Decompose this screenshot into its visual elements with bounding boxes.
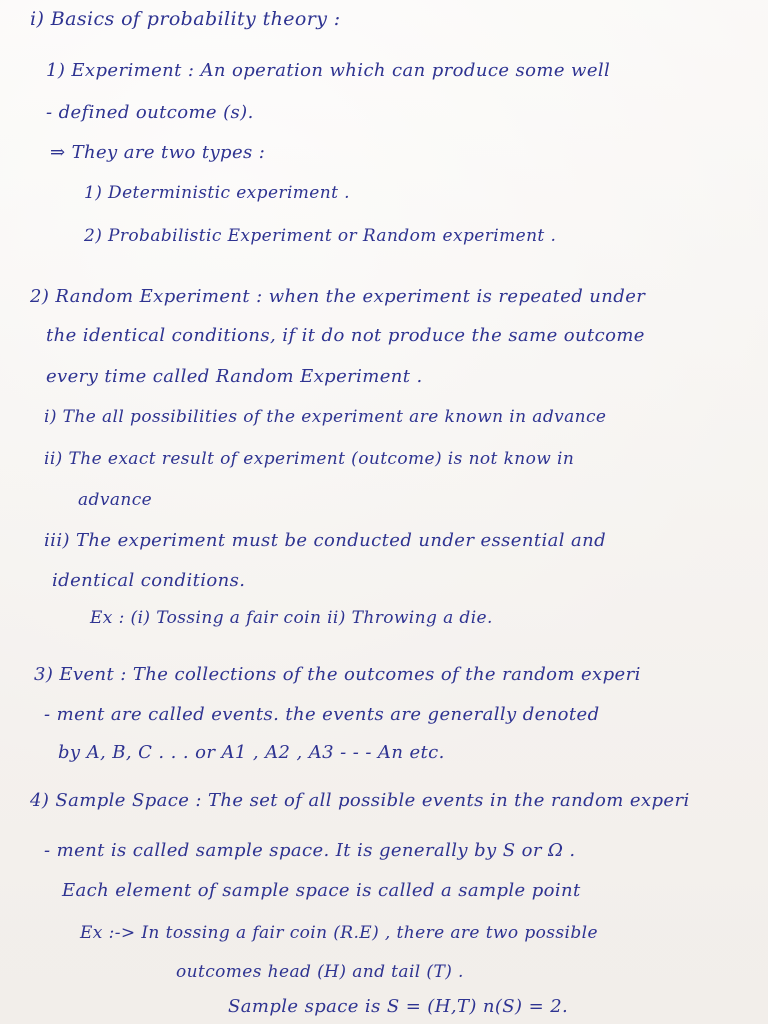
type-probabilistic: 2) Probabilistic Experiment or Random experiment . bbox=[84, 226, 557, 246]
property-iii-cont: identical conditions. bbox=[52, 570, 246, 591]
sample-space-example: Ex :-> In tossing a fair coin (R.E) , there are two possible bbox=[80, 923, 598, 943]
random-experiment-line-2: the identical conditions, if it do not produce the same outcome bbox=[46, 325, 645, 346]
event-heading: 3) Event : The collections of the outcomes of the random experi bbox=[34, 664, 641, 685]
types-intro-line: ⇒ They are two types : bbox=[50, 142, 266, 163]
experiment-definition-line: 1) Experiment : An operation which can produce some well bbox=[46, 60, 611, 81]
event-line-2: - ment are called events. the events are generally denoted bbox=[44, 704, 600, 725]
property-ii-cont: advance bbox=[78, 490, 153, 510]
random-experiment-line-3: every time called Random Experiment . bbox=[46, 366, 423, 387]
experiment-definition-line-cont: - defined outcome (s). bbox=[46, 102, 254, 123]
sample-space-example-cont: outcomes head (H) and tail (T) . bbox=[176, 962, 464, 982]
sample-space-result: Sample space is S = (H,T) n(S) = 2. bbox=[228, 996, 569, 1017]
random-experiment-heading: 2) Random Experiment : when the experiment is repeated under bbox=[30, 286, 646, 307]
random-experiment-example: Ex : (i) Tossing a fair coin ii) Throwing a die. bbox=[90, 608, 493, 628]
property-iii: iii) The experiment must be conducted under essential and bbox=[44, 530, 607, 551]
section-heading-basics: i) Basics of probability theory : bbox=[30, 8, 341, 30]
property-i: i) The all possibilities of the experiment are known in advance bbox=[44, 407, 607, 427]
event-line-3: by A, B, C . . . or A1 , A2 , A3 - - - An etc. bbox=[58, 742, 445, 763]
sample-space-line-3: Each element of sample space is called a sample point bbox=[62, 880, 581, 901]
type-deterministic: 1) Deterministic experiment . bbox=[84, 183, 350, 203]
property-ii: ii) The exact result of experiment (outcome) is not know in bbox=[44, 449, 575, 469]
sample-space-heading: 4) Sample Space : The set of all possible events in the random experi bbox=[30, 790, 690, 811]
sample-space-line-2: - ment is called sample space. It is generally by S or Ω . bbox=[44, 840, 576, 861]
